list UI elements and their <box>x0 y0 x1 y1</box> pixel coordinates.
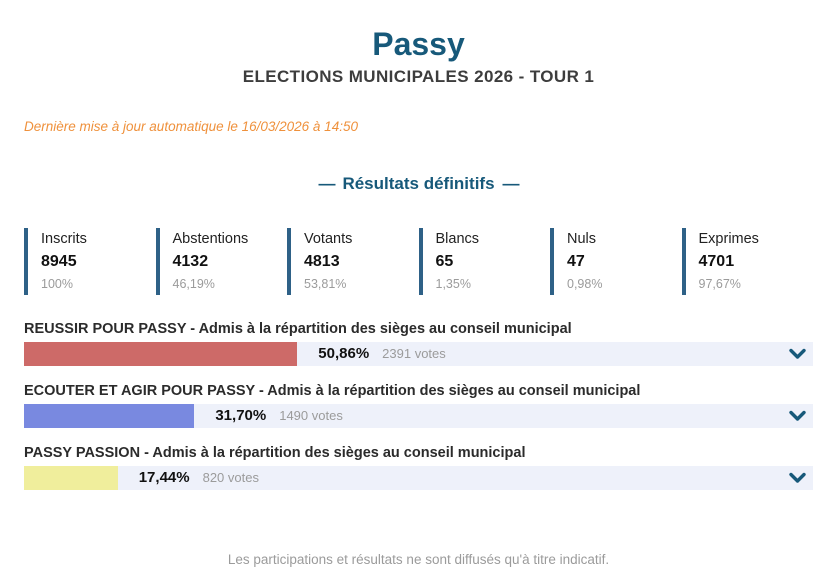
chevron-down-icon[interactable] <box>789 348 806 359</box>
dash-left: — <box>318 173 335 193</box>
stat-value: 4813 <box>304 253 340 271</box>
candidate-name: REUSSIR POUR PASSY - Admis à la répartition des sièges au conseil municipal <box>24 320 572 337</box>
stat-value: 8945 <box>41 253 77 271</box>
stat-percent: 0,98% <box>567 276 603 291</box>
stat-votants <box>287 228 419 295</box>
result-votes: 1490 votes <box>279 408 343 424</box>
stat-percent: 46,19% <box>172 276 215 291</box>
result-percent: 17,44% <box>138 469 190 487</box>
election-results-page <box>0 26 837 576</box>
stat-label: Votants <box>304 230 353 247</box>
candidate-result-bar[interactable] <box>24 466 813 490</box>
stat-value: 4701 <box>698 253 735 271</box>
result-bar-fill <box>24 466 118 490</box>
stat-value: 47 <box>567 253 585 271</box>
stat-label: Exprimes <box>698 230 759 247</box>
candidate-result-bar[interactable] <box>24 404 813 428</box>
stat-value: 4132 <box>172 253 209 271</box>
candidate-name: ECOUTER ET AGIR POUR PASSY - Admis à la répartition des sièges au conseil municipal <box>24 382 641 399</box>
stat-nuls <box>550 228 682 295</box>
stat-percent: 53,81% <box>304 276 347 291</box>
result-votes: 2391 votes <box>382 346 446 362</box>
stat-percent: 1,35% <box>435 276 471 291</box>
candidate-result-bar[interactable] <box>24 342 813 366</box>
candidate-results-list <box>24 321 813 490</box>
stat-label: Blancs <box>435 230 480 247</box>
candidate-row-reussir-pour-passy <box>24 321 813 366</box>
section-title-label: Résultats définitifs <box>342 173 495 193</box>
stat-blancs <box>419 228 551 295</box>
result-bar-fill <box>24 404 194 428</box>
chevron-down-icon[interactable] <box>789 410 806 421</box>
page-title: Passy <box>372 26 465 62</box>
candidate-row-passy-passion <box>24 445 813 490</box>
result-percent: 31,70% <box>215 407 267 425</box>
stat-percent: 100% <box>41 276 73 291</box>
stat-label: Inscrits <box>41 230 87 247</box>
stat-abstentions <box>156 228 288 295</box>
stat-label: Nuls <box>567 230 597 247</box>
chevron-down-icon[interactable] <box>789 472 806 483</box>
last-update-note: Dernière mise à jour automatique le 16/03/2026 à 14:50 <box>24 118 358 134</box>
result-bar-fill <box>24 342 297 366</box>
stat-inscrits <box>24 228 156 295</box>
participation-stats-strip <box>24 228 813 295</box>
result-votes: 820 votes <box>202 470 259 486</box>
disclaimer-footer: Les participations et résultats ne sont diffusés qu'à titre indicatif. <box>227 552 610 567</box>
candidate-name: PASSY PASSION - Admis à la répartition des sièges au conseil municipal <box>24 444 526 461</box>
dash-right: — <box>502 173 519 193</box>
candidate-row-ecouter-et-agir-pour-passy <box>24 383 813 428</box>
stat-percent: 97,67% <box>698 276 741 291</box>
stat-label: Abstentions <box>172 230 249 247</box>
page-subtitle: ELECTIONS MUNICIPALES 2026 - TOUR 1 <box>242 66 595 86</box>
stat-value: 65 <box>435 253 454 271</box>
result-percent: 50,86% <box>318 345 370 363</box>
section-title-results <box>0 174 837 194</box>
stat-exprimes <box>682 228 814 295</box>
